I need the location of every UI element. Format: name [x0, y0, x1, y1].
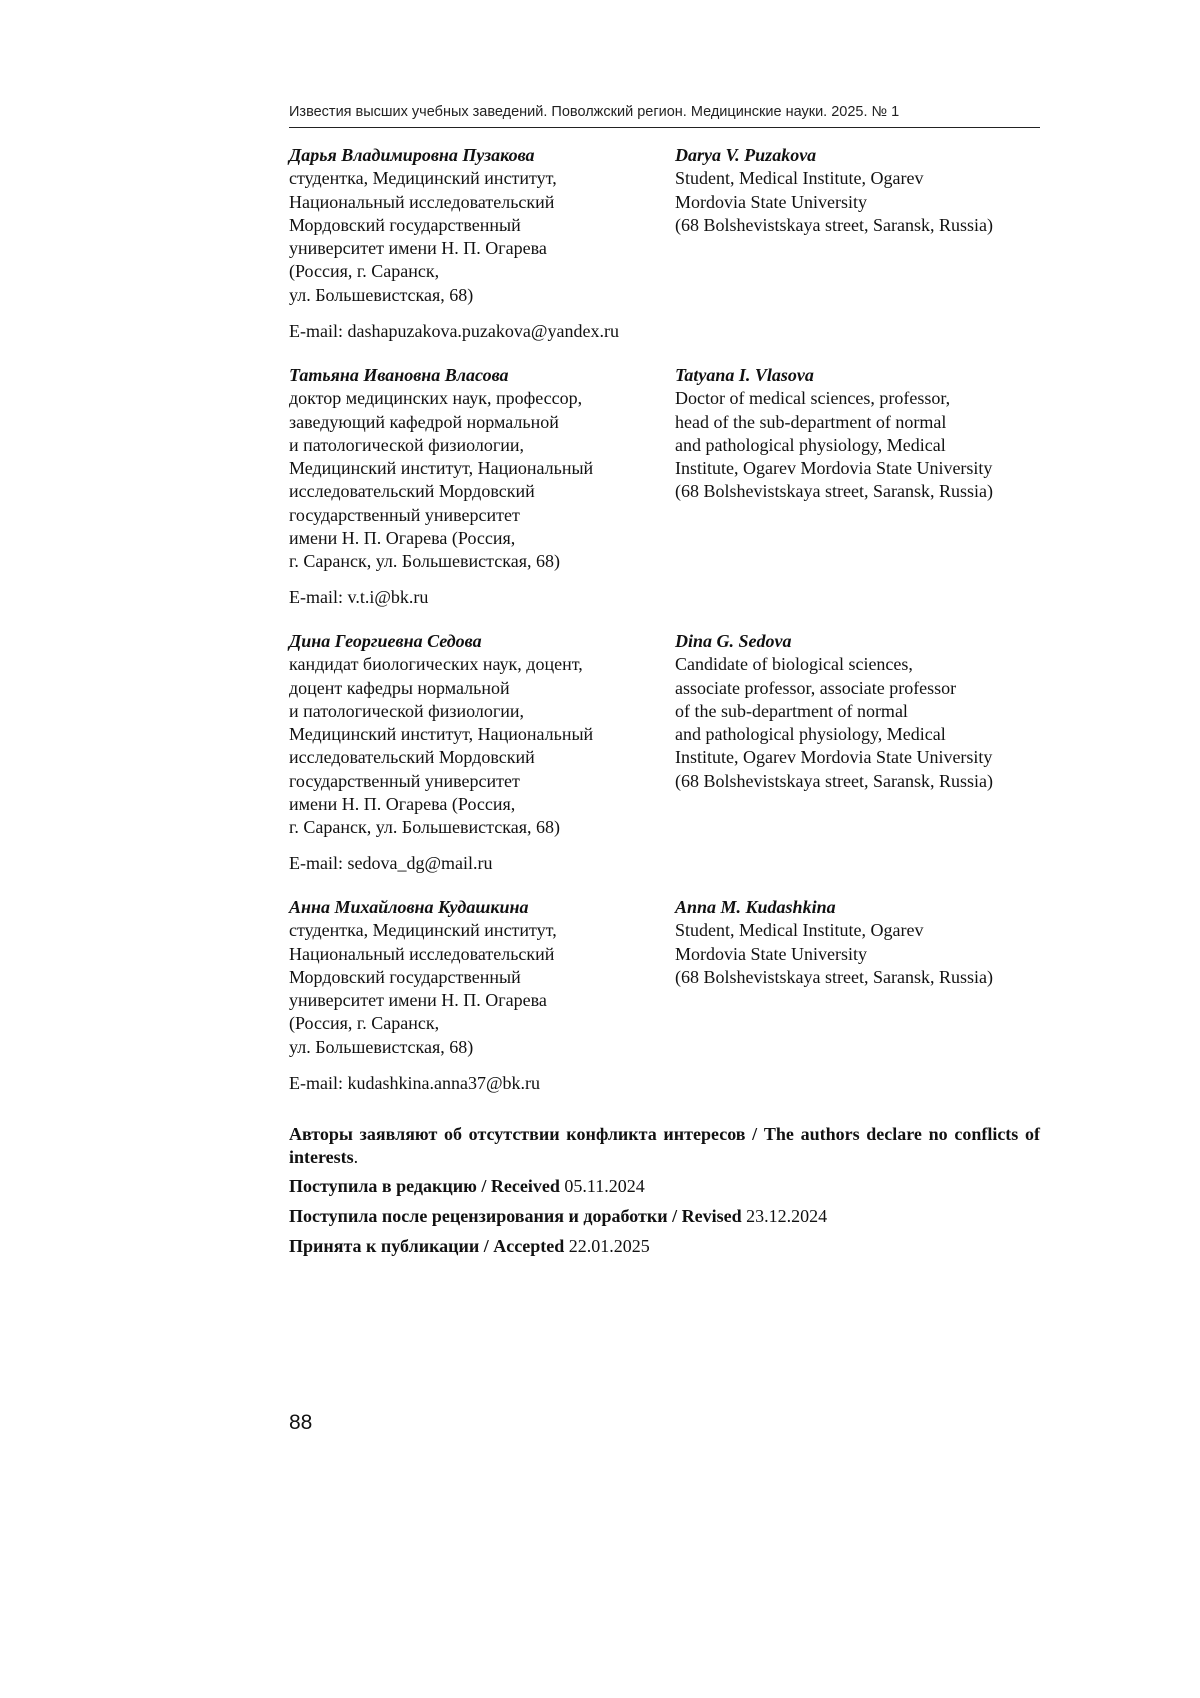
author-email-link[interactable]: E-mail: sedova_dg@mail.ru [289, 853, 493, 873]
author-ru-line: доцент кафедры нормальной [289, 677, 510, 698]
author-en-column [675, 630, 1045, 793]
author-ru-line: кандидат биологических наук, доцент, [289, 654, 583, 675]
author-name-ru: Дарья Владимировна Пузакова [289, 145, 535, 165]
author-en-line: associate professor, associate professor [675, 677, 957, 698]
author-name-en: Anna M. Kudashkina [675, 897, 836, 917]
author-ru-line: (Россия, г. Саранск, [289, 1013, 440, 1034]
author-ru-line: университет имени Н. П. Огарева [289, 990, 547, 1011]
author-ru-line: и патологической физиологии, [289, 434, 525, 455]
author-ru-line: (Россия, г. Саранск, [289, 261, 440, 282]
author-en-column [675, 896, 1045, 989]
author-name-en: Tatyana I. Vlasova [675, 365, 814, 385]
accepted-date-line [289, 1235, 650, 1258]
author-name-ru: Татьяна Ивановна Власова [289, 365, 509, 385]
revised-value: 23.12.2024 [741, 1206, 828, 1226]
received-date-line [289, 1175, 645, 1198]
author-en-line: (68 Bolshevistskaya street, Saransk, Russia) [675, 770, 993, 791]
author-email-link[interactable]: E-mail: kudashkina.anna37@bk.ru [289, 1073, 541, 1093]
author-name-ru: Анна Михайловна Кудашкина [289, 897, 529, 917]
author-name-en: Darya V. Puzakova [675, 145, 817, 165]
author-ru-line: ул. Большевистская, 68) [289, 1036, 474, 1057]
author-en-line: of the sub-department of normal [675, 700, 908, 721]
author-en-column [675, 144, 1045, 237]
author-ru-line: имени Н. П. Огарева (Россия, [289, 528, 516, 549]
author-en-line: Institute, Ogarev Mordovia State University [675, 747, 993, 768]
author-en-line: and pathological physiology, Medical [675, 724, 946, 745]
conflict-of-interest-statement [289, 1123, 1040, 1169]
author-en-line: Institute, Ogarev Mordovia State University [675, 458, 993, 479]
author-ru-line: Мордовский государственный [289, 214, 521, 235]
author-ru-line: государственный университет [289, 770, 520, 791]
author-ru-line: исследовательский Мордовский [289, 747, 535, 768]
author-en-column [675, 364, 1045, 504]
author-ru-line: университет имени Н. П. Огарева [289, 238, 547, 259]
author-en-line: Student, Medical Institute, Ogarev [675, 168, 924, 189]
revised-date-line [289, 1205, 827, 1228]
author-en-line: (68 Bolshevistskaya street, Saransk, Russia) [675, 214, 993, 235]
author-name-en: Dina G. Sedova [675, 631, 792, 651]
author-ru-line: имени Н. П. Огарева (Россия, [289, 794, 516, 815]
author-ru-column [289, 364, 669, 574]
author-en-line: head of the sub-department of normal [675, 411, 947, 432]
author-name-ru: Дина Георгиевна Седова [289, 631, 482, 651]
author-en-line: Student, Medical Institute, Ogarev [675, 920, 924, 941]
received-value: 05.11.2024 [559, 1176, 645, 1196]
author-ru-line: исследовательский Мордовский [289, 481, 535, 502]
revised-label: Поступила после рецензирования и доработки / Revised [289, 1206, 742, 1226]
author-ru-line: государственный университет [289, 504, 520, 525]
author-en-line: Doctor of medical sciences, professor, [675, 388, 951, 409]
author-en-line: Candidate of biological sciences, [675, 654, 913, 675]
author-ru-line: и патологической физиологии, [289, 700, 525, 721]
conflict-period: . [353, 1147, 359, 1167]
author-ru-line: Национальный исследовательский [289, 943, 555, 964]
author-en-line: Mordovia State University [675, 191, 867, 212]
author-ru-line: г. Саранск, ул. Большевистская, 68) [289, 817, 560, 838]
author-ru-line: Медицинский институт, Национальный [289, 458, 594, 479]
author-email-link[interactable]: E-mail: dashapuzakova.puzakova@yandex.ru [289, 321, 619, 341]
author-ru-line: заведующий кафедрой нормальной [289, 411, 559, 432]
running-header [289, 101, 1040, 128]
author-email-link[interactable]: E-mail: v.t.i@bk.ru [289, 587, 429, 607]
author-ru-line: студентка, Медицинский институт, [289, 920, 557, 941]
running-title: Известия высших учебных заведений. Поволжский регион. Медицинские науки. 2025. № 1 [289, 104, 900, 120]
author-ru-line: ул. Большевистская, 68) [289, 284, 474, 305]
accepted-label: Принята к публикации / Accepted [289, 1236, 565, 1256]
author-ru-line: Мордовский государственный [289, 966, 521, 987]
author-ru-column [289, 630, 669, 840]
received-label: Поступила в редакцию / Received [289, 1176, 560, 1196]
author-en-line: (68 Bolshevistskaya street, Saransk, Russia) [675, 966, 993, 987]
conflict-text: Авторы заявляют об отсутствии конфликта интересов / The authors declare no conflicts of interests [289, 1124, 1040, 1167]
author-en-line: Mordovia State University [675, 943, 867, 964]
page-number: 88 [289, 1411, 313, 1434]
author-en-line: (68 Bolshevistskaya street, Saransk, Russia) [675, 481, 993, 502]
author-en-line: and pathological physiology, Medical [675, 434, 946, 455]
author-ru-line: Медицинский институт, Национальный [289, 724, 594, 745]
author-ru-column [289, 144, 669, 307]
accepted-value: 22.01.2025 [564, 1236, 650, 1256]
author-ru-line: студентка, Медицинский институт, [289, 168, 557, 189]
author-ru-column [289, 896, 669, 1059]
author-ru-line: Национальный исследовательский [289, 191, 555, 212]
author-ru-line: г. Саранск, ул. Большевистская, 68) [289, 551, 560, 572]
author-ru-line: доктор медицинских наук, профессор, [289, 388, 583, 409]
